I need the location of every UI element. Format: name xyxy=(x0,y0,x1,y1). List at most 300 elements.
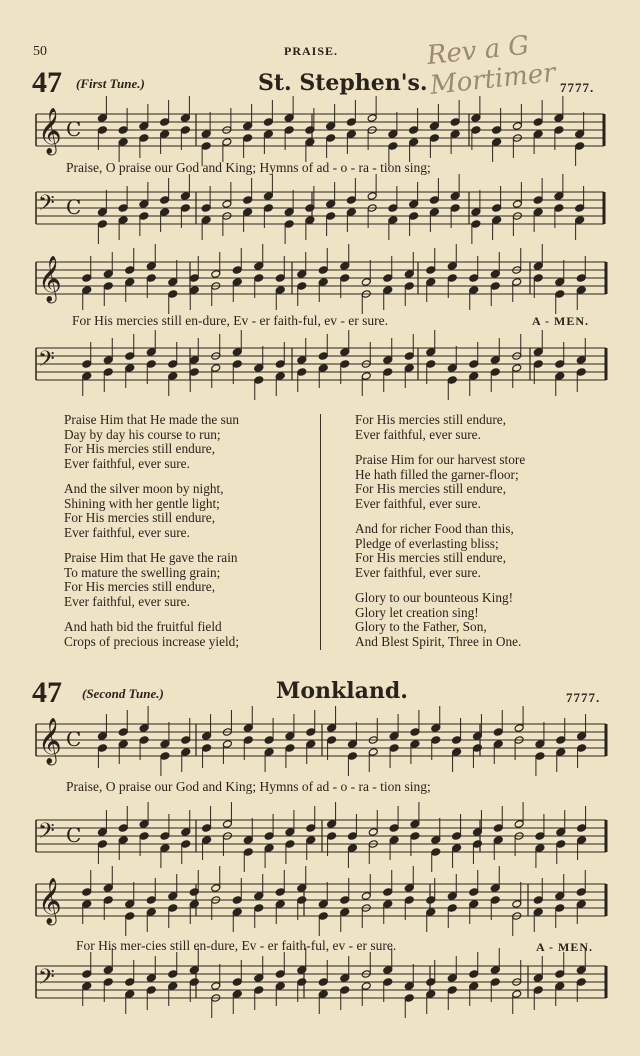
note-head xyxy=(264,844,274,853)
note-head xyxy=(211,364,221,373)
note-head xyxy=(452,832,462,841)
note-head xyxy=(82,970,92,979)
note-head xyxy=(168,360,178,369)
note-head xyxy=(404,884,414,893)
note-head xyxy=(189,900,199,909)
note-head xyxy=(97,828,107,837)
note-head xyxy=(139,134,149,143)
note-head xyxy=(450,192,460,201)
handwritten-signature: Rev a G Mortimer xyxy=(425,30,557,101)
note-head xyxy=(340,986,350,995)
note-head xyxy=(389,836,399,845)
note-head xyxy=(97,114,107,123)
note-head xyxy=(347,844,357,853)
note-head xyxy=(168,290,178,299)
note-head xyxy=(306,824,316,833)
note-head xyxy=(555,290,565,299)
note-head xyxy=(493,728,503,737)
note-head xyxy=(575,204,585,213)
note-head xyxy=(189,274,199,283)
note-head xyxy=(410,820,420,829)
note-head xyxy=(318,978,328,987)
note-head xyxy=(426,990,436,999)
note-head xyxy=(189,368,199,377)
verse-line: Praise Him that He made the sun xyxy=(64,412,240,427)
verse-line: Ever faithful, ever sure. xyxy=(64,455,190,471)
note-head xyxy=(243,196,253,205)
verse-line: Glory to the Father, Son, xyxy=(355,619,487,634)
note-head xyxy=(490,884,500,893)
note-head xyxy=(222,138,232,147)
note-head xyxy=(492,138,502,147)
treble-clef: 𝄞 xyxy=(38,108,62,154)
note-head xyxy=(447,364,457,373)
note-head xyxy=(447,262,457,271)
note-head xyxy=(125,352,135,361)
note-head xyxy=(254,904,264,913)
note-head xyxy=(139,820,149,829)
note-head xyxy=(118,836,128,845)
note-head xyxy=(264,832,274,841)
amen-label: A - MEN. xyxy=(532,314,589,328)
note-head xyxy=(201,130,211,139)
note-head xyxy=(160,118,170,127)
note-head xyxy=(168,970,178,979)
note-head xyxy=(493,836,503,845)
note-head xyxy=(232,278,242,287)
note-head xyxy=(285,732,295,741)
note-head xyxy=(180,204,190,213)
note-head xyxy=(490,368,500,377)
common-time: C xyxy=(66,195,82,219)
verse-line: For His mercies still endure, xyxy=(64,441,216,456)
note-head xyxy=(404,364,414,373)
note-head xyxy=(202,744,212,753)
note-head xyxy=(318,990,328,999)
note-head xyxy=(431,848,441,857)
note-head xyxy=(404,982,414,991)
note-head xyxy=(431,836,441,845)
note-head xyxy=(202,824,212,833)
note-head xyxy=(103,978,113,987)
note-head xyxy=(389,824,399,833)
note-head xyxy=(490,282,500,291)
note-head xyxy=(160,740,170,749)
note-head xyxy=(306,728,316,737)
note-head xyxy=(490,978,500,987)
note-head xyxy=(125,900,135,909)
note-head xyxy=(472,744,482,753)
note-head xyxy=(232,360,242,369)
verse-line: To mature the swelling grain; xyxy=(64,564,221,580)
note-head xyxy=(533,274,543,283)
note-head xyxy=(576,356,586,365)
note-head xyxy=(285,744,295,753)
note-head xyxy=(118,824,128,833)
note-head xyxy=(347,832,357,841)
note-head xyxy=(168,904,178,913)
note-head xyxy=(469,286,479,295)
note-head xyxy=(492,216,502,225)
hymn-number: 47 xyxy=(32,66,62,99)
note-head xyxy=(125,912,135,921)
note-head xyxy=(388,216,398,225)
bass-clef: 𝄢 xyxy=(38,191,55,221)
verse-line: And Blest Spirit, Three in One. xyxy=(355,633,522,649)
note-head xyxy=(305,126,315,135)
note-head xyxy=(426,360,436,369)
note-head xyxy=(533,196,543,205)
tune-label: (First Tune.) xyxy=(76,76,145,91)
note-head xyxy=(297,282,307,291)
meter: 7777. xyxy=(560,80,595,95)
note-head xyxy=(431,736,441,745)
note-head xyxy=(429,134,439,143)
note-head xyxy=(490,356,500,365)
note-head xyxy=(243,836,253,845)
note-head xyxy=(469,982,479,991)
note-head xyxy=(555,904,565,913)
note-head xyxy=(146,974,156,983)
note-head xyxy=(404,270,414,279)
note-head xyxy=(512,900,522,909)
note-head xyxy=(383,888,393,897)
note-head xyxy=(82,900,92,909)
note-head xyxy=(202,732,212,741)
note-head xyxy=(361,892,371,901)
note-head xyxy=(139,832,149,841)
note-head xyxy=(275,888,285,897)
note-head xyxy=(297,966,307,975)
note-head xyxy=(189,286,199,295)
column-divider xyxy=(320,414,321,650)
verse-line: Praise Him for our harvest store xyxy=(355,452,526,467)
note-head xyxy=(493,740,503,749)
note-head xyxy=(243,848,253,857)
note-head xyxy=(306,740,316,749)
note-head xyxy=(347,740,357,749)
note-head xyxy=(346,196,356,205)
note-head xyxy=(103,368,113,377)
note-head xyxy=(472,732,482,741)
verse xyxy=(64,482,314,540)
note-head xyxy=(181,840,191,849)
note-head xyxy=(181,748,191,757)
verse-line: Ever faithful, ever sure. xyxy=(355,426,481,442)
note-head xyxy=(211,982,221,991)
note-head xyxy=(284,208,294,217)
note-head xyxy=(168,372,178,381)
note-head xyxy=(254,376,264,385)
note-head xyxy=(146,986,156,995)
note-head xyxy=(410,832,420,841)
verse-line: Glory let creation sing! xyxy=(355,604,479,620)
note-head xyxy=(512,364,522,373)
tune-name: Monkland. xyxy=(276,678,408,704)
note-head xyxy=(103,270,113,279)
note-head xyxy=(368,828,378,837)
note-head xyxy=(189,888,199,897)
note-head xyxy=(389,744,399,753)
note-head xyxy=(254,274,264,283)
verse-line: Day by day his course to run; xyxy=(64,426,221,442)
note-head xyxy=(139,200,149,209)
note-head xyxy=(429,122,439,131)
note-head xyxy=(160,208,170,217)
note-head xyxy=(340,348,350,357)
note-head xyxy=(533,360,543,369)
verse-line: He hath filled the garner-floor; xyxy=(355,466,519,482)
note-head xyxy=(243,122,253,131)
note-head xyxy=(409,200,419,209)
note-head xyxy=(327,820,337,829)
note-head xyxy=(383,368,393,377)
note-head xyxy=(472,840,482,849)
note-head xyxy=(97,126,107,135)
note-head xyxy=(450,204,460,213)
note-head xyxy=(452,736,462,745)
note-head xyxy=(361,982,371,991)
note-head xyxy=(326,122,336,131)
note-head xyxy=(472,828,482,837)
note-head xyxy=(139,736,149,745)
note-head xyxy=(327,736,337,745)
note-head xyxy=(275,360,285,369)
note-head xyxy=(469,360,479,369)
note-head xyxy=(326,200,336,209)
note-head xyxy=(533,262,543,271)
note-head xyxy=(263,192,273,201)
page-number: 50 xyxy=(33,44,47,59)
note-head xyxy=(82,360,92,369)
note-head xyxy=(222,740,232,749)
note-head xyxy=(125,364,135,373)
note-head xyxy=(297,356,307,365)
note-head xyxy=(264,736,274,745)
note-head xyxy=(264,748,274,757)
verse xyxy=(64,413,314,471)
note-head xyxy=(514,724,524,733)
note-head xyxy=(555,892,565,901)
note-head xyxy=(97,732,107,741)
note-head xyxy=(575,142,585,151)
note-head xyxy=(305,204,315,213)
verse-line: And for richer Food than this, xyxy=(355,521,514,536)
note-head xyxy=(201,142,211,151)
tune-name: St. Stephen's. xyxy=(258,70,428,96)
note-head xyxy=(146,262,156,271)
note-head xyxy=(232,978,242,987)
note-head xyxy=(367,114,377,123)
note-head xyxy=(490,966,500,975)
verse-line: For His mercies still endure, xyxy=(64,510,216,525)
note-head xyxy=(447,904,457,913)
note-head xyxy=(512,278,522,287)
note-head xyxy=(263,118,273,127)
note-head xyxy=(388,204,398,213)
verse-line: Crops of precious increase yield; xyxy=(64,633,240,649)
note-head xyxy=(146,908,156,917)
note-head xyxy=(388,142,398,151)
note-head xyxy=(426,348,436,357)
note-head xyxy=(409,212,419,221)
verse-line: Ever faithful, ever sure. xyxy=(64,524,190,540)
note-head xyxy=(383,966,393,975)
note-head xyxy=(146,274,156,283)
note-head xyxy=(275,970,285,979)
note-head xyxy=(232,990,242,999)
note-head xyxy=(347,752,357,761)
note-head xyxy=(577,744,587,753)
note-head xyxy=(512,200,522,209)
note-head xyxy=(297,368,307,377)
note-head xyxy=(340,274,350,283)
note-head xyxy=(556,840,566,849)
note-head xyxy=(404,896,414,905)
note-head xyxy=(232,896,242,905)
note-head xyxy=(232,348,242,357)
tune-label: (Second Tune.) xyxy=(82,686,164,701)
note-head xyxy=(284,126,294,135)
note-head xyxy=(533,974,543,983)
lyric-line-2: For His mercies still en-dure, Ev - er faith-ful, ev - er sure. xyxy=(72,313,389,328)
note-head xyxy=(533,348,543,357)
note-head xyxy=(305,138,315,147)
note-head xyxy=(447,274,457,283)
note-head xyxy=(533,118,543,127)
note-head xyxy=(326,134,336,143)
note-head xyxy=(243,134,253,143)
note-head xyxy=(285,840,295,849)
note-head xyxy=(139,122,149,131)
note-head xyxy=(469,274,479,283)
note-head xyxy=(554,126,564,135)
note-head xyxy=(318,278,328,287)
amen-label: A - MEN. xyxy=(536,940,593,954)
note-head xyxy=(576,368,586,377)
common-time: C xyxy=(66,727,82,751)
note-head xyxy=(340,974,350,983)
note-head xyxy=(146,896,156,905)
note-head xyxy=(326,212,336,221)
note-head xyxy=(383,978,393,987)
note-head xyxy=(139,724,149,733)
note-head xyxy=(576,966,586,975)
note-head xyxy=(222,820,232,829)
note-head xyxy=(275,274,285,283)
bass-clef: 𝄢 xyxy=(38,347,55,377)
verse xyxy=(64,551,314,609)
note-head xyxy=(125,278,135,287)
note-head xyxy=(469,372,479,381)
note-head xyxy=(450,118,460,127)
note-head xyxy=(118,216,128,225)
note-head xyxy=(576,274,586,283)
verse xyxy=(355,453,615,511)
note-head xyxy=(367,192,377,201)
note-head xyxy=(533,986,543,995)
note-head xyxy=(492,126,502,135)
note-head xyxy=(254,986,264,995)
verses-left-column xyxy=(64,413,314,660)
note-head xyxy=(577,824,587,833)
treble-clef: 𝄞 xyxy=(38,718,62,764)
note-head xyxy=(275,372,285,381)
note-head xyxy=(160,844,170,853)
verse-line: Ever faithful, ever sure. xyxy=(64,593,190,609)
note-head xyxy=(368,748,378,757)
note-head xyxy=(82,372,92,381)
note-head xyxy=(285,828,295,837)
note-head xyxy=(576,888,586,897)
verse-line: And the silver moon by night, xyxy=(64,481,224,496)
lyric-line-1: Praise, O praise our God and King; Hymns of ad - o - ra - tion sing; xyxy=(66,779,431,794)
common-time: C xyxy=(66,117,82,141)
note-head xyxy=(340,360,350,369)
note-head xyxy=(263,130,273,139)
verse-line: Ever faithful, ever sure. xyxy=(355,495,481,511)
running-head: PRAISE. xyxy=(284,44,339,58)
common-time: C xyxy=(66,823,82,847)
note-head xyxy=(297,896,307,905)
lyric-line-1: Praise, O praise our God and King; Hymns of ad - o - ra - tion sing; xyxy=(66,160,431,175)
note-head xyxy=(201,216,211,225)
note-head xyxy=(512,990,522,999)
note-head xyxy=(490,896,500,905)
note-head xyxy=(361,372,371,381)
lyric-line-2: For His mer-cies still en-dure, Ev - er faith-ful, ev - er sure. xyxy=(76,938,397,953)
note-head xyxy=(97,220,107,229)
verse-line: For His mercies still endure, xyxy=(355,550,507,565)
note-head xyxy=(118,728,128,737)
note-head xyxy=(297,884,307,893)
note-head xyxy=(180,114,190,123)
note-head xyxy=(426,908,436,917)
note-head xyxy=(555,278,565,287)
note-head xyxy=(340,896,350,905)
note-head xyxy=(452,748,462,757)
bass-clef: 𝄢 xyxy=(38,819,55,849)
note-head xyxy=(125,990,135,999)
note-head xyxy=(447,986,457,995)
note-head xyxy=(556,736,566,745)
note-head xyxy=(125,978,135,987)
note-head xyxy=(404,994,414,1003)
verse-line: For His mercies still endure, xyxy=(355,481,507,496)
note-head xyxy=(426,266,436,275)
note-head xyxy=(490,270,500,279)
note-head xyxy=(471,208,481,217)
note-head xyxy=(305,216,315,225)
note-head xyxy=(452,844,462,853)
hymn-number: 47 xyxy=(32,676,62,709)
note-head xyxy=(211,884,221,893)
note-head xyxy=(103,884,113,893)
note-head xyxy=(576,286,586,295)
verse-line: For His mercies still endure, xyxy=(355,412,507,427)
note-head xyxy=(82,888,92,897)
verse xyxy=(355,413,615,442)
note-head xyxy=(450,130,460,139)
note-head xyxy=(533,130,543,139)
note-head xyxy=(447,376,457,385)
note-head xyxy=(514,820,524,829)
verse-line: And hath bid the fruitful field xyxy=(64,619,222,634)
note-head xyxy=(168,278,178,287)
note-head xyxy=(554,114,564,123)
note-head xyxy=(125,266,135,275)
note-head xyxy=(318,266,328,275)
